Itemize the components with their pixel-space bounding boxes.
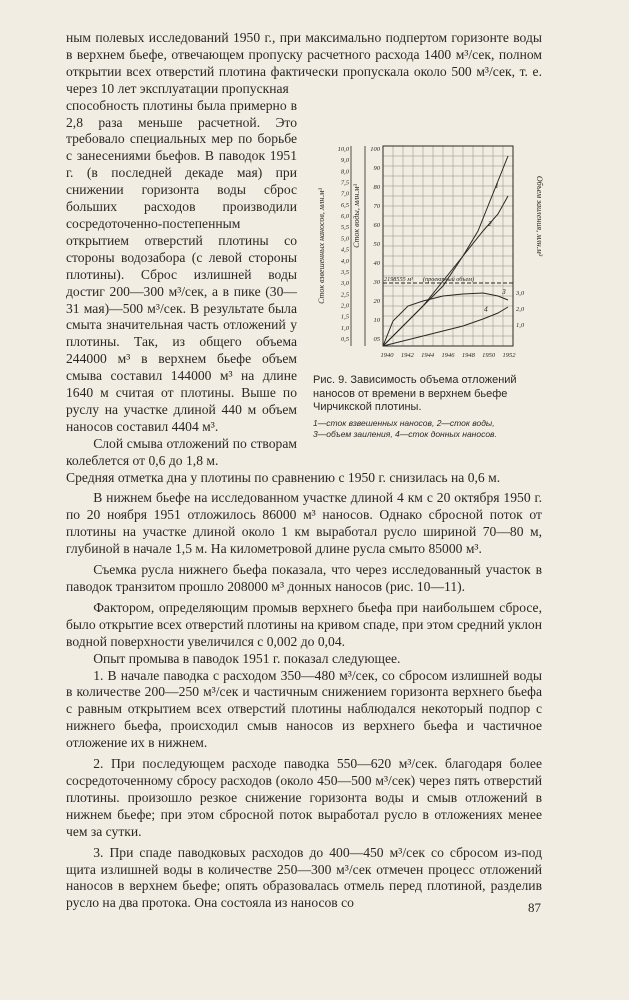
x-tick-label: 1950	[482, 352, 496, 359]
y-axis-2-tick-label: 05	[373, 336, 380, 343]
series-3-line	[383, 293, 508, 346]
y-axis-1-tick-label: 10,0	[337, 146, 349, 153]
y-axis-1-tick-label: 4,5	[340, 246, 349, 254]
x-tick-label: 1946	[441, 352, 455, 359]
annotation-design: (проектный объем)	[423, 276, 475, 283]
y-axis-1-tick-label: 5,0	[340, 235, 349, 243]
y-axis-right-tick-label: 2,0	[516, 306, 525, 313]
series-1-label: 1	[495, 181, 499, 190]
y-axis-2-tick-label: 50	[373, 241, 380, 248]
y-axis-2-tick-label: 10	[373, 317, 380, 324]
figure-legend	[313, 418, 544, 440]
y-axis-2-tick-label: 40	[373, 260, 380, 267]
paragraph-9: 2. При последующем расходе паводка 550—620 м³/сек. благодаря более сосредоточенному сбросу расходов (около 450—500 м³/сек) через пять отверстий плотины. произошло резкое снижение горизонта воды и смыв отложений в нижнем бьефе; при этом сбросной поток выработал русло в отложениях менее чем за сутки.	[66, 756, 542, 839]
x-tick-label: 1942	[400, 352, 414, 359]
y-axis-1-tick-label: 6,5	[340, 201, 349, 209]
y-axis-1-tick-label: 2,0	[340, 302, 349, 310]
paragraph-2: способность плотины была примерно в 2,8 раза меньше расчетной. Это требовало специальных мер по борьбе с занесениями бьефов. В паводок 1951 г. (в последней декаде мая) при снижении горизонта воды сброс больших расходов производили сосредоточенно-постепенным открытием отверстий плотины со стороны водозабора (с левой стороны плотины). Сброс излишней воды достиг 200—300 м³/сек, а в пике (30—31 мая)—500 м³/сек. В результате была смыта значительная часть отложений у плотины. Так, из общего объема 244000 м³ в верхнем бьефе объем смыва составил 144000 м³ на длине 1640 м считая от плотины. Выше по руслу на участке длиной 440 м объем наносов составил 4404 м³.	[66, 97, 297, 434]
y-axis-1-tick-label: 0,5	[340, 336, 349, 343]
paragraph-1: ным полевых исследований 1950 г., при максимально подпертом горизонте воды в верхнем бьефе, отвечающем пропуску расчетного расхода 1400 м³/сек, полном открытии всех отверстий плотина фактически пропускала около 500 м³/сек, т. е. через 10 лет эксплуатации пропускная	[66, 30, 542, 96]
y-axis-2-tick-label: 90	[373, 165, 380, 172]
y-axis-right-tick-label: 3,0	[516, 290, 525, 297]
y-axis-1-tick-label: 4,0	[340, 257, 349, 265]
x-tick-label: 1948	[461, 352, 475, 359]
paragraph-6: Фактором, определяющим промыв верхнего бьефа при наибольшем сбросе, было открытие всех отверстий плотины на кривом спаде, при этом средний уклон водной поверхности увеличился с 0,002 до 0,04.	[66, 599, 542, 649]
y-axis-1-tick-label: 3,5	[340, 268, 349, 276]
y-axis-2-tick-label: 20	[373, 298, 380, 305]
y-axis-2-label: Сток воды, млн.м³	[352, 184, 361, 248]
legend-line-2: 3—объем заиления, 4—сток донных наносов.	[313, 428, 497, 439]
y-axis-2-tick-label: 30	[373, 279, 380, 286]
figure-caption: Рис. 9. Зависимость объема отложений наносов от времени в верхнем бьефе Чирчикской плотины.	[313, 374, 517, 413]
paragraph-3b: Средняя отметка дна у плотины по сравнению с 1950 г. снизилась на 0,6 м.	[66, 469, 501, 485]
y-axis-1-tick-label: 5,5	[340, 224, 349, 232]
series-1-line	[383, 156, 508, 346]
y-axis-1-tick-label: 9,0	[340, 157, 349, 165]
y-axis-2-tick-label: 60	[373, 222, 380, 229]
annotation-volume: 2198555 м³	[384, 276, 414, 283]
paragraph-10: 3. При спаде паводковых расходов до 400—450 м³/сек со сбросом из-под щита излишней воды в количестве 250—300 м³/сек отмечен процесс отложений наносов в верхнем бьефе; опять образовалась отмель перед плотиной, разделив русло на два протока. Она состояла из наносов со	[66, 844, 542, 911]
paragraph-7: Опыт промыва в паводок 1951 г. показал следующее.	[93, 650, 401, 666]
y-axis-1-tick-label: 1,0	[340, 324, 349, 332]
legend-line-1: 1—сток взвешенных наносов, 2—сток воды,	[313, 417, 495, 428]
x-tick-label: 1940	[380, 352, 394, 359]
y-axis-2-tick-label: 100	[370, 146, 380, 153]
y-axis-1-tick-label: 2,5	[340, 291, 349, 299]
y-axis-right-tick-label: 1,0	[516, 322, 525, 329]
paragraph-8: 1. В начале паводка с расходом 350—480 м³/сек, со сбросом излишней воды в количестве 200—250 м³/сек и частичным снижением горизонта верхнего бьефа с равным открытием всех отверстий плотины наблюдался некоторый подпор с нижнего бьефа, происходил смыв наносов из верхнего бьефа и частичное отложение их в нижнем.	[66, 667, 542, 751]
figure-9	[313, 140, 544, 440]
page-number: 87	[528, 900, 541, 915]
y-axis-1-label: Сток взвешенных наносов, млн.м³	[317, 188, 326, 304]
paragraph-4: В нижнем бьефе на исследованном участке длиной 4 км с 20 октября 1950 г. по 20 ноября 1951 отложилось 86000 м³ наносов. Однако сбросной поток от плотины на участке длиной около 1 км выработал русло шириной 70—80 м, глубиной в начале 1,5 м. На километровой длине русла смыто 85000 м³.	[66, 490, 542, 557]
paragraph-3a: Слой смыва отложений по створам колеблется от 0,6 до 1,8 м.	[66, 435, 297, 468]
y-axis-1-tick-label: 3,0	[340, 280, 349, 288]
y-axis-right-label: Объем заиления, млн.м³	[535, 175, 544, 257]
y-axis-1-tick-label: 7,0	[340, 190, 349, 198]
paragraph-5: Съемка русла нижнего бьефа показала, что через исследованный участок в паводок транзитом прошло 208000 м³ донных наносов (рис. 10—11).	[66, 562, 542, 594]
x-tick-label: 1952	[502, 352, 516, 359]
chart	[313, 140, 544, 372]
y-axis-1-tick-label: 1,5	[340, 313, 349, 321]
series-3-label: 3	[502, 287, 506, 296]
x-tick-label: 1944	[421, 352, 435, 359]
series-2-label: 2	[488, 219, 492, 228]
y-axis-1-tick-label: 8,0	[340, 168, 349, 176]
y-axis-2-tick-label: 80	[373, 184, 380, 191]
y-axis-2-tick-label: 70	[373, 203, 380, 210]
y-axis-1-tick-label: 7,5	[340, 179, 349, 187]
series-4-label: 4	[484, 304, 488, 314]
y-axis-1-tick-label: 6,0	[340, 213, 349, 221]
